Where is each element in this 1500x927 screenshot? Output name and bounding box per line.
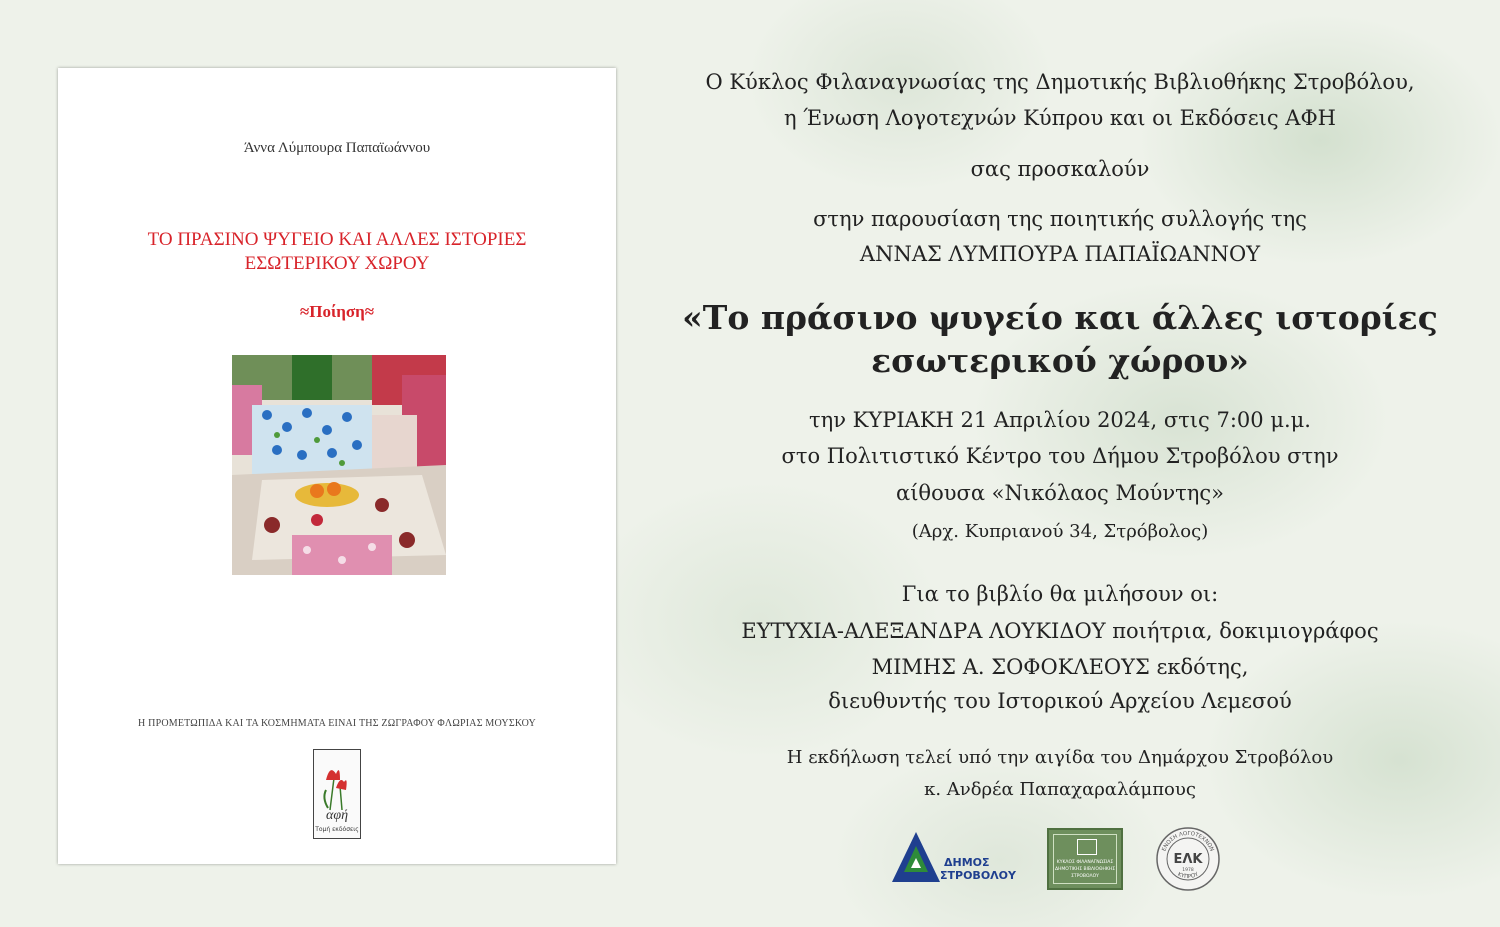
invite-text: σας προσκαλούν xyxy=(970,157,1150,181)
book-title-line1: «Το πράσινο ψυγείο και άλλες ιστορίες xyxy=(682,298,1438,337)
seal-icon xyxy=(1155,826,1221,892)
dimos-strovolou-logo xyxy=(888,828,1020,886)
venue-line2: αίθουσα «Νικόλαος Μούντης» xyxy=(896,481,1224,505)
kyklos-filanagnosias-logo xyxy=(1047,828,1123,890)
speaker-2-line1: ΜΙΜΗΣ Α. ΣΟΦΟΚΛΕΟΥΣ εκδότης, xyxy=(871,655,1249,679)
publisher-logo-sub: Τομή εκδόσεις xyxy=(315,826,359,833)
elk-center-text: ΕΛΚ xyxy=(1173,852,1203,867)
elk-year: 1978 xyxy=(1182,868,1194,873)
book-cover xyxy=(58,68,616,864)
speakers-intro: Για το βιβλίο θα μιλήσουν οι: xyxy=(901,582,1219,606)
publisher-logo xyxy=(313,749,361,839)
presentation-text: στην παρουσίαση της ποιητικής συλλογής της xyxy=(813,207,1307,231)
publisher-logo-text: αφή xyxy=(325,808,349,823)
speaker-1: ΕΥΤΥΧΙΑ-ΑΛΕΞΑΝΔΡΑ ΛΟΥΚΙΔΟΥ ποιήτρια, δοκιμιογράφος xyxy=(741,619,1379,643)
cover-painting xyxy=(232,355,446,575)
cover-title-line2: ΕΣΩΤΕΡΙΚΟΥ ΧΩΡΟΥ xyxy=(244,253,430,274)
patronage-line2: κ. Ανδρέα Παπαχαραλάμπους xyxy=(924,779,1196,800)
cover-genre: ≈Ποίηση≈ xyxy=(299,302,375,321)
hosts-line1: Ο Κύκλος Φιλαναγνωσίας της Δημοτικής Βιβλιοθήκης Στροβόλου, xyxy=(705,70,1415,94)
kyklos-line1: ΚΥΚΛΟΣ ΦΙΛΑΝΑΓΝΩΣΙΑΣ xyxy=(1056,860,1114,865)
hosts-line2: η Ένωση Λογοτεχνών Κύπρου και οι Εκδόσεις ΑΦΗ xyxy=(784,106,1336,130)
kyklos-line3: ΣΤΡΟΒΟΛΟΥ xyxy=(1071,874,1099,879)
elk-logo xyxy=(1155,826,1221,892)
dimos-line1: ΔΗΜΟΣ xyxy=(944,856,990,869)
book-title-line2: εσωτερικού χώρου» xyxy=(871,341,1249,380)
dimos-line2: ΣΤΡΟΒΟΛΟΥ xyxy=(940,869,1016,882)
cover-title xyxy=(58,228,616,276)
cover-credit: Η ΠΡΟΜΕΤΩΠΙΔΑ ΚΑΙ ΤΑ ΚΟΣΜΗΜΑΤΑ ΕΙΝΑΙ ΤΗΣ ΖΩΓΡΑΦΟΥ ΦΛΩΡΙΑΣ ΜΟΥΣΚΟΥ xyxy=(138,718,536,729)
speaker-2-line2: διευθυντής του Ιστορικού Αρχείου Λεμεσού xyxy=(828,689,1292,713)
kyklos-line2: ΔΗΜΟΤΙΚΗΣ ΒΙΒΛΙΟΘΗΚΗΣ xyxy=(1054,867,1116,872)
book-icon xyxy=(1077,839,1097,855)
venue-line1: στο Πολιτιστικό Κέντρο του Δήμου Στροβόλου στην xyxy=(781,444,1339,468)
venue-address: (Αρχ. Κυπριανού 34, Στρόβολος) xyxy=(911,521,1209,542)
cover-title-line1: ΤΟ ΠΡΑΣΙΝΟ ΨΥΓΕΙΟ ΚΑΙ ΑΛΛΕΣ ΙΣΤΟΡΙΕΣ xyxy=(147,229,527,250)
elk-bottom-text: ΚΥΠΡΟΥ xyxy=(1176,871,1200,881)
elk-top-text: ΕΝΩΣΗ ΛΟΓΟΤΕΧΝΩΝ xyxy=(1161,830,1215,853)
cover-author: Άννα Λύμπουρα Παπαϊωάννου xyxy=(243,140,431,156)
event-date: την ΚΥΡΙΑΚΗ 21 Απριλίου 2024, στις 7:00 μ.μ. xyxy=(809,408,1311,432)
tulip-icon xyxy=(314,750,360,838)
patronage-line1: Η εκδήλωση τελεί υπό την αιγίδα του Δημάρχου Στροβόλου xyxy=(786,747,1334,768)
author-name: ΑΝΝΑΣ ΛΥΜΠΟΥΡΑ ΠΑΠΑΪΩΑΝΝΟΥ xyxy=(859,242,1261,266)
